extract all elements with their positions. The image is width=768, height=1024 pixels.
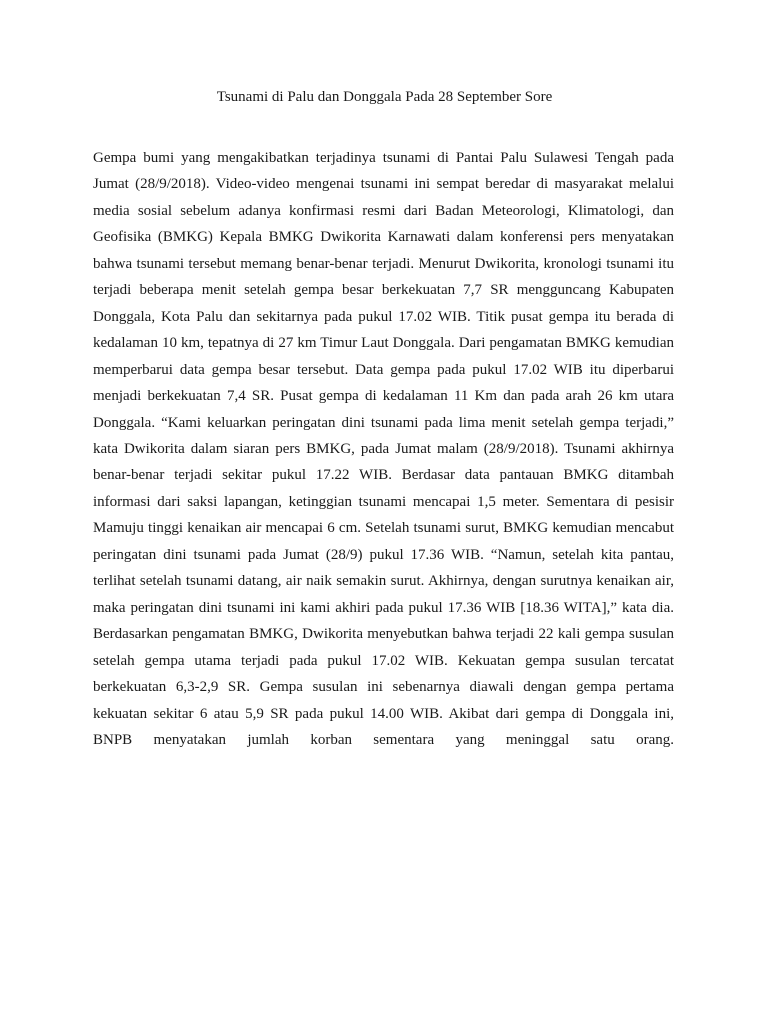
document-paragraph: Gempa bumi yang mengakibatkan terjadinya tsunami di Pantai Palu Sulawesi Tengah pada Jumat (28/9/2018). Video-video mengenai tsunami ini sempat beredar di masyarakat melalui media sosial sebelum adanya konfirmasi resmi dari Badan Meteorologi, Klimatologi, dan Geofisika (BMKG) Kepala BMKG Dwikorita Karnawati dalam konferensi pers menyatakan bahwa tsunami tersebut memang benar-benar terjadi. Menurut Dwikorita, kronologi tsunami itu terjadi beberapa menit setelah gempa besar berkekuatan 7,7 SR mengguncang Kabupaten Donggala, Kota Palu dan sekitarnya pada pukul 17.02 WIB. Titik pusat gempa itu berada di kedalaman 10 km, tepatnya di 27 km Timur Laut Donggala. Dari pengamatan BMKG kemudian memperbarui data gempa besar tersebut. Data gempa pada pukul 17.02 WIB itu diperbarui menjadi berkekuatan 7,4 SR. Pusat gempa di kedalaman 11 Km dan pada arah 26 km utara Donggala. “Kami keluarkan peringatan dini tsunami pada lima menit setelah gempa terjadi,” kata Dwikorita dalam siaran pers BMKG, pada Jumat malam (28/9/2018). Tsunami akhirnya benar-benar terjadi sekitar pukul 17.22 WIB. Berdasar data pantauan BMKG ditambah informasi dari saksi lapangan, ketinggian tsunami mencapai 1,5 meter. Sementara di pesisir Mamuju tinggi kenaikan air mencapai 6 cm. Setelah tsunami surut, BMKG kemudian mencabut peringatan dini tsunami pada Jumat (28/9) pukul 17.36 WIB. “Namun, setelah kita pantau, terlihat setelah tsunami datang, air naik semakin surut. Akhirnya, dengan surutnya kenaikan air, maka peringatan dini tsunami ini kami akhiri pada pukul 17.36 WIB [18.36 WITA],” kata dia. Berdasarkan pengamatan BMKG, Dwikorita menyebutkan bahwa terjadi 22 kali gempa susulan setelah gempa utama terjadi pada pukul 17.02 WIB. Kekuatan gempa susulan tercatat berkekuatan 6,3-2,9 SR. Gempa susulan ini sebenarnya diawali dengan gempa pertama kekuatan sekitar 6 atau 5,9 SR pada pukul 14.00 WIB. Akibat dari gempa di Donggala ini, BNPB menyatakan jumlah korban sementara yang meninggal satu orang. (93, 150, 674, 748)
document-page (93, 84, 674, 753)
document-title: Tsunami di Palu dan Donggala Pada 28 September Sore (216, 89, 553, 105)
